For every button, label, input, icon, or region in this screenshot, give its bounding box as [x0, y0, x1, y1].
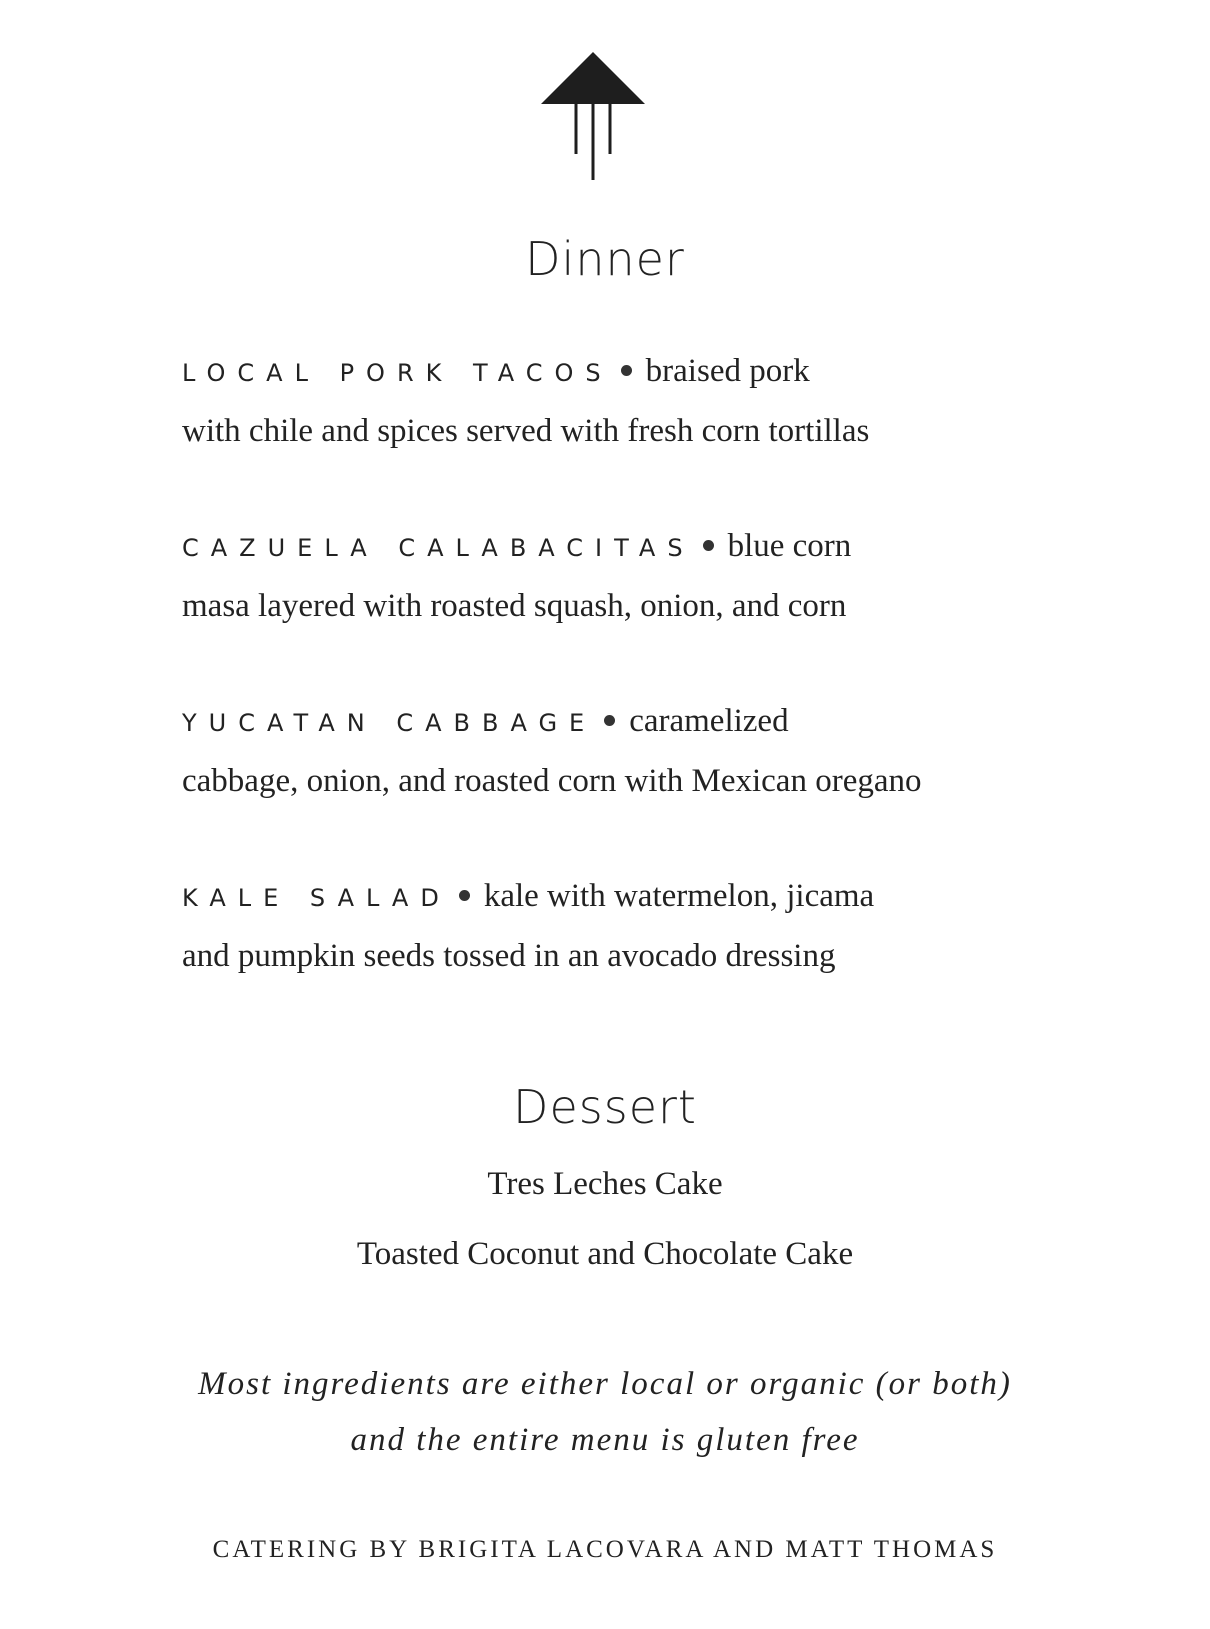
menu-item [182, 867, 1042, 985]
item-description: blue corn [727, 528, 852, 564]
bullet-dot-icon [621, 365, 632, 376]
item-description-continued: with chile and spices served with fresh corn tortillas [182, 413, 870, 449]
menu-item [182, 342, 1042, 460]
item-name: KALE SALAD [182, 884, 451, 912]
item-description: braised pork [645, 353, 810, 389]
dessert-item: Tres Leches Cake [487, 1166, 723, 1202]
menu-item [182, 692, 1042, 810]
bullet-dot-icon [459, 890, 470, 901]
item-description-continued: masa layered with roasted squash, onion, and corn [182, 588, 847, 624]
tree-triangle-icon [538, 52, 648, 187]
menu-item [182, 517, 1042, 635]
item-name: YUCATAN CABBAGE [182, 709, 597, 737]
item-description-continued: cabbage, onion, and roasted corn with Mexican oregano [182, 763, 922, 799]
catering-credit: CATERING BY BRIGITA LACOVARA AND MATT THOMAS [212, 1536, 998, 1563]
bullet-dot-icon [604, 715, 615, 726]
ingredients-note: Most ingredients are either local or organic (or both) [198, 1366, 1012, 1402]
dessert-heading: Dessert [513, 1080, 697, 1134]
bullet-dot-icon [703, 540, 714, 551]
dessert-item: Toasted Coconut and Chocolate Cake [356, 1236, 854, 1272]
item-name: LOCAL PORK TACOS [182, 359, 613, 387]
item-description: kale with watermelon, jicama [483, 878, 875, 914]
dinner-heading: Dinner [525, 232, 685, 286]
item-description: caramelized [629, 703, 789, 739]
ingredients-note-continued: and the entire menu is gluten free [350, 1422, 860, 1458]
item-description-continued: and pumpkin seeds tossed in an avocado dressing [182, 938, 836, 974]
item-name: CAZUELA CALABACITAS [182, 534, 695, 562]
